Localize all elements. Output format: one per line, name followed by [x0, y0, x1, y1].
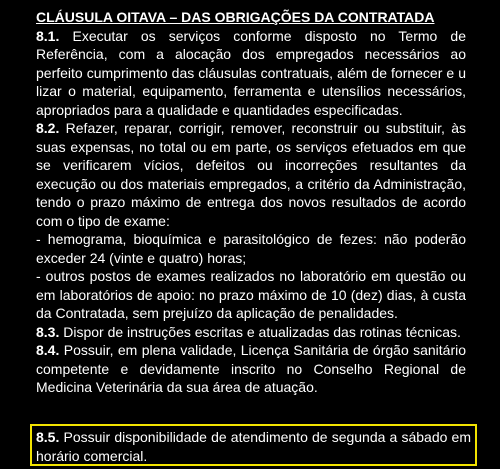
clause-8-4 — [36, 341, 466, 397]
document-body — [36, 8, 466, 414]
clause-text: - outros postos de exames realizados no laboratório em questão ou em laboratórios de apoio: no prazo máximo de 10 (dez) dias, à custa da Contratada, sem prejuízo da aplicação de penalidades. — [36, 268, 466, 321]
clause-8-2 — [36, 119, 466, 230]
clause-text: - hemograma, bioquímica e parasitológico de fezes: não poderão exceder 24 (vinte e quatro) horas; — [36, 231, 466, 266]
clause-text: Possuir, em plena validade, Licença Sanitária de órgão sanitário competente e devidamente inscrito no Conselho Regional de Medicina Veterinária da sua área de atuação. — [36, 342, 466, 395]
clause-8-1 — [36, 27, 466, 120]
clause-list — [36, 27, 466, 414]
clause-text: Possuir disponibilidade de atendimento de segunda a sábado em horário comercial. — [36, 429, 471, 464]
clause-number: 8.4. — [36, 342, 60, 358]
clause-8-2-item-1 — [36, 230, 466, 267]
clause-number: 8.2. — [36, 120, 60, 136]
clause-number: 8.3. — [36, 323, 60, 340]
clause-text: Dispor de instruções escritas e atualizadas das rotinas técnicas. — [63, 323, 461, 340]
clause-number: 8.1. — [36, 27, 60, 44]
clause-text: Executar os serviços conforme disposto no Termo de Referência, com a alocação dos empregados necessários ao perfeito cumprimento das cláusulas contratuais, além de fornecer e u lizar o material, equipamento, ferramenta e utensílios necessários, apropriados para a qualidade e quantidades especificadas. — [36, 27, 466, 118]
clause-8-2-item-2 — [36, 267, 466, 323]
clause-8-3 — [36, 323, 466, 342]
clause-heading: CLÁUSULA OITAVA – DAS OBRIGAÇÕES DA CONTRATADA — [36, 9, 435, 25]
highlighted-clause-8-5 — [30, 424, 477, 466]
clause-text: Refazer, reparar, corrigir, remover, reconstruir ou substituir, às suas expensas, no total ou em parte, os serviços efetuados em que se verificarem vícios, defeitos ou incorreções resultantes da execução ou dos materiais empregados, a critério da Administração, tendo o prazo máximo de entrega dos novos resultados de acordo com o tipo de exame: — [36, 120, 466, 229]
clause-number: 8.5. — [36, 429, 60, 445]
